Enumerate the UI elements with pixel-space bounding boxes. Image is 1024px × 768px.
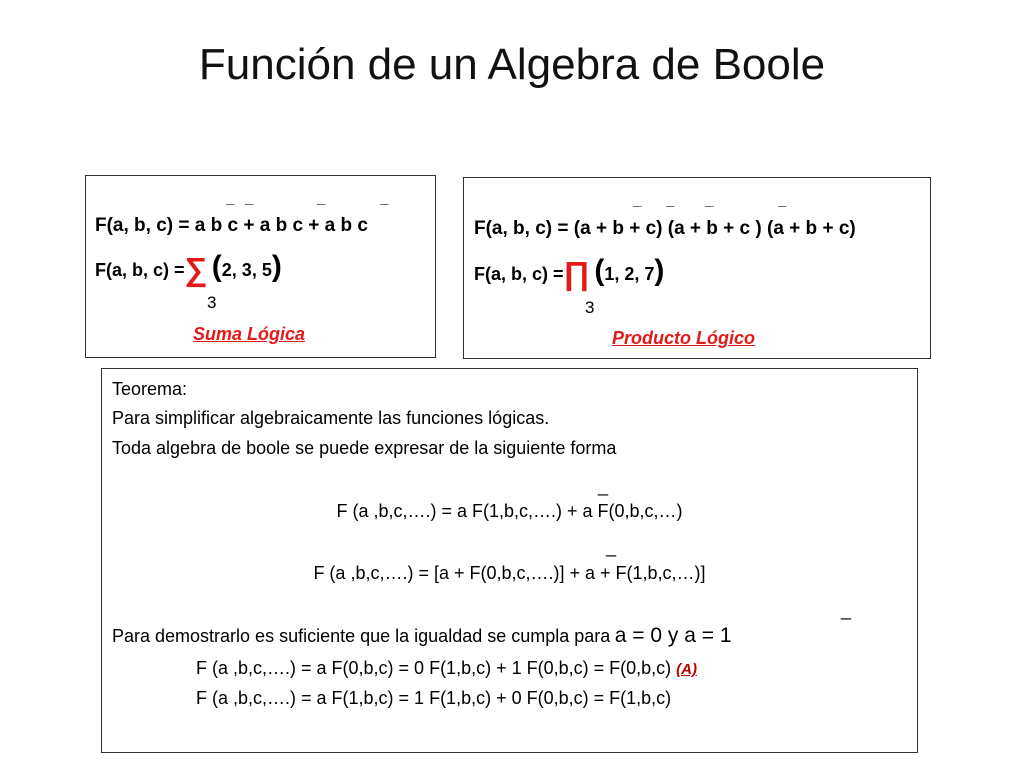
overline-mark: _ xyxy=(606,537,617,557)
case-a-equals-1: F (a ,b,c,….) = a F(1,b,c) = 1 F(1,b,c) + 0 F(0,b,c) = F(1,b,c) xyxy=(196,688,672,708)
product-terms: 1, 2, 7 xyxy=(604,264,655,284)
case-a-equals-0 xyxy=(196,658,697,679)
demonstration-text: Para demostrarlo es suficiente que la igualdad se cumpla para xyxy=(112,626,611,646)
overline-mark: _ xyxy=(380,190,389,207)
theorem-line-2: Toda algebra de boole se puede expresar de la siguiente forma xyxy=(112,438,617,458)
sigma-symbol: ∑ xyxy=(184,251,208,287)
overline-mark: _ xyxy=(245,190,254,207)
overline-mark: _ xyxy=(317,190,326,207)
product-notation-line xyxy=(474,254,664,294)
overline-mark: _ xyxy=(633,192,642,209)
sum-notation-line xyxy=(95,250,282,290)
sum-terms: 2, 3, 5 xyxy=(221,260,272,280)
producto-logico-label[interactable]: Producto Lógico xyxy=(612,328,755,348)
open-paren: ( xyxy=(211,250,222,283)
product-function-expression: F(a, b, c) = (a + b + c) (a + b + c ) (a + b + c) xyxy=(474,218,856,239)
close-paren: ) xyxy=(271,250,282,283)
theorem-line-1: Para simplificar algebraicamente las funciones lógicas. xyxy=(112,408,550,428)
pi-symbol: ∏ xyxy=(563,255,590,291)
overline-mark: _ xyxy=(705,192,714,209)
sum-function-expression: F(a, b, c) = a b c + a b c + a b c xyxy=(95,215,368,236)
close-paren: ) xyxy=(654,254,665,287)
expansion-formula-1: F (a ,b,c,….) = a F(1,b,c,….) + a F(0,b,c,…) xyxy=(336,501,683,521)
overline-mark: _ xyxy=(226,190,235,207)
case-1-formula: F (a ,b,c,….) = a F(0,b,c) = 0 F(1,b,c) + 1 F(0,b,c) = F(0,b,c) xyxy=(196,658,672,678)
overline-mark: _ xyxy=(598,476,609,496)
overline-mark: _ xyxy=(666,192,675,209)
reference-a: (A) xyxy=(676,661,697,678)
demonstration-line xyxy=(112,624,732,648)
sum-notation-prefix: F(a, b, c) = xyxy=(95,260,185,280)
suma-logica-label[interactable]: Suma Lógica xyxy=(193,324,306,344)
product-notation-prefix: F(a, b, c) = xyxy=(474,264,564,284)
open-paren: ( xyxy=(594,254,605,287)
theorem-heading: Teorema: xyxy=(112,379,188,399)
demonstration-condition: a = 0 y a = 1 xyxy=(614,624,732,647)
overline-mark: _ xyxy=(841,600,852,620)
overline-mark: _ xyxy=(778,192,787,209)
sum-subscript: 3 xyxy=(207,293,217,312)
expansion-formula-2: F (a ,b,c,….) = [a + F(0,b,c,….)] + a + F(1,b,c,…)] xyxy=(313,563,706,583)
product-subscript: 3 xyxy=(585,298,595,317)
page-title: Función de un Algebra de Boole xyxy=(198,40,826,89)
